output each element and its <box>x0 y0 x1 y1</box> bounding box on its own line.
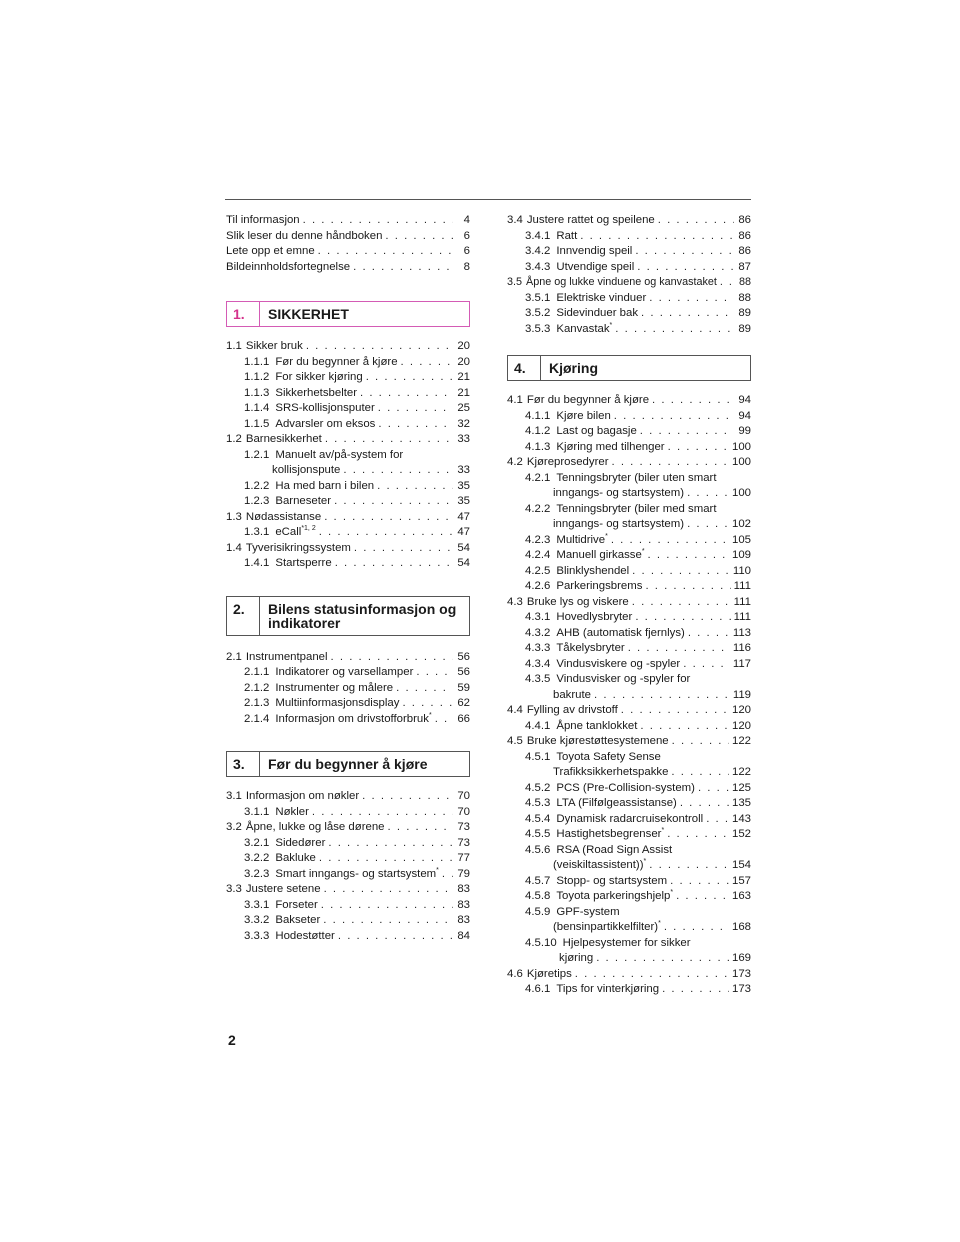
toc-entry[interactable]: 1.3 Nødassistanse . . . 47 <box>226 510 470 526</box>
toc-entry[interactable]: 4.3.2 AHB (automatisk fjernlys) . . . 113 <box>507 626 751 642</box>
toc-entry[interactable]: 4.3.3 Tåkelysbryter . . . 116 <box>507 641 751 657</box>
chapter-heading-3[interactable] <box>226 751 470 777</box>
toc-entry[interactable]: bakrute . . . 119 <box>507 688 751 704</box>
toc-entry[interactable]: 1.2 Barnesikkerhet . . . 33 <box>226 432 470 448</box>
toc-entry[interactable]: 3.1 Informasjon om nøkler . . . 70 <box>226 789 470 805</box>
toc-entry[interactable]: 1.2.3 Barneseter . . . 35 <box>226 494 470 510</box>
toc-entry[interactable]: 4.4 Fylling av drivstoff . . . 120 <box>507 703 751 719</box>
chapter-number: 2. <box>227 597 260 635</box>
toc-right-column <box>507 213 751 998</box>
toc-entry[interactable]: Bildeinnholdsfortegnelse . . . 8 <box>226 260 470 276</box>
toc-entry-line[interactable]: 4.5.6 RSA (Road Sign Assist <box>525 843 673 856</box>
toc-entry[interactable]: 4.5 Bruke kjørestøttesystemene . . . 122 <box>507 734 751 750</box>
toc-entry[interactable]: 3.2.2 Bakluke . . . 77 <box>226 851 470 867</box>
toc-entry[interactable]: 1.1 Sikker bruk . . . 20 <box>226 339 470 355</box>
toc-entry[interactable]: 3.5.3 Kanvastak* . . . 89 <box>507 322 751 338</box>
toc-entry[interactable]: 3.4.1 Ratt . . . 86 <box>507 229 751 245</box>
toc-entry[interactable]: 4.5.2 PCS (Pre-Collision-system) . . . 125 <box>507 781 751 797</box>
chapter-heading-2[interactable] <box>226 596 470 636</box>
toc-entry[interactable]: 2.1 Instrumentpanel . . . 56 <box>226 650 470 666</box>
toc-entry[interactable]: 4.3 Bruke lys og viskere . . . 111 <box>507 595 751 611</box>
toc-entry[interactable]: 4.5.7 Stopp- og startsystem . . . 157 <box>507 874 751 890</box>
chapter-title: Bilens statusinformasjon og indikatorer <box>268 600 457 631</box>
toc-entry[interactable]: 3.5 Åpne og lukke vinduene og kanvastaket . . . 88 <box>507 275 751 291</box>
toc-entry[interactable]: (veiskiltassistent))* . . . 154 <box>507 858 751 874</box>
toc-entry[interactable]: 4.1.3 Kjøring med tilhenger . . . 100 <box>507 440 751 456</box>
toc-entry[interactable]: 3.5.1 Elektriske vinduer . . . 88 <box>507 291 751 307</box>
toc-entry[interactable]: 2.1.4 Informasjon om drivstofforbruk* . . . 66 <box>226 712 470 728</box>
chapter-title: SIKKERHET <box>268 306 349 322</box>
toc-entry[interactable]: kollisjonspute . . . 33 <box>226 463 470 479</box>
toc-entry[interactable]: 1.1.4 SRS-kollisjonsputer . . . 25 <box>226 401 470 417</box>
chapter-number: 3. <box>227 752 260 776</box>
top-rule <box>225 199 751 200</box>
toc-entry[interactable]: Slik leser du denne håndboken . . . 6 <box>226 229 470 245</box>
toc-entry[interactable]: 3.5.2 Sidevinduer bak . . . 89 <box>507 306 751 322</box>
toc-entry[interactable]: 4.5.3 LTA (Filfølgeassistanse) . . . 135 <box>507 796 751 812</box>
toc-entry[interactable]: 4.3.4 Vindusviskere og -spyler . . . 117 <box>507 657 751 673</box>
toc-entry[interactable]: 1.4.1 Startsperre . . . 54 <box>226 556 470 572</box>
toc-entry[interactable]: 4.3.1 Hovedlysbryter . . . 111 <box>507 610 751 626</box>
toc-entry[interactable]: inngangs- og startsystem) . . . 100 <box>507 486 751 502</box>
toc-entry[interactable]: 3.3.2 Bakseter . . . 83 <box>226 913 470 929</box>
toc-entry[interactable]: 4.1.1 Kjøre bilen . . . 94 <box>507 409 751 425</box>
toc-entry[interactable]: 3.4.2 Innvendig speil . . . 86 <box>507 244 751 260</box>
toc-entry-line[interactable]: 4.2.2 Tenningsbryter (biler med smart <box>525 502 717 515</box>
chapter-number: 4. <box>508 356 541 380</box>
toc-entry[interactable]: kjøring . . . 169 <box>507 951 751 967</box>
toc-entry[interactable]: Trafikksikkerhetspakke . . . 122 <box>507 765 751 781</box>
toc-entry[interactable]: 4.5.8 Toyota parkeringshjelp* . . . 163 <box>507 889 751 905</box>
page-number: 2 <box>228 1032 236 1048</box>
toc-entry-line[interactable]: 4.5.1 Toyota Safety Sense <box>525 750 661 763</box>
toc-entry[interactable]: 3.3.1 Forseter . . . 83 <box>226 898 470 914</box>
toc-entry[interactable]: 2.1.1 Indikatorer og varsellamper . . . 56 <box>226 665 470 681</box>
toc-entry[interactable]: 4.2.6 Parkeringsbrems . . . 111 <box>507 579 751 595</box>
toc-entry[interactable]: 3.4 Justere rattet og speilene . . . 86 <box>507 213 751 229</box>
toc-entry[interactable]: 4.5.5 Hastighetsbegrenser* . . . 152 <box>507 827 751 843</box>
toc-entry[interactable]: 4.2 Kjøreprosedyrer . . . 100 <box>507 455 751 471</box>
toc-entry[interactable]: 2.1.3 Multiinformasjonsdisplay . . . 62 <box>226 696 470 712</box>
toc-entry[interactable]: 3.3 Justere setene . . . 83 <box>226 882 470 898</box>
toc-entry[interactable]: 4.1.2 Last og bagasje . . . 99 <box>507 424 751 440</box>
toc-entry[interactable]: 3.3.3 Hodestøtter . . . 84 <box>226 929 470 945</box>
toc-entry[interactable]: 3.2.1 Sidedører . . . 73 <box>226 836 470 852</box>
chapter-title: Kjøring <box>549 360 598 376</box>
toc-entry[interactable]: 1.3.1 eCall$^{*1, 2}$ . . . 47 <box>226 525 470 541</box>
toc-entry[interactable]: 1.1.3 Sikkerhetsbelter . . . 21 <box>226 386 470 402</box>
toc-entry[interactable]: 3.2.3 Smart inngangs- og startsystem* . . . 79 <box>226 867 470 883</box>
toc-entry[interactable]: 1.1.5 Advarsler om eksos . . . 32 <box>226 417 470 433</box>
toc-entry-line[interactable]: 4.5.10 Hjelpesystemer for sikker <box>525 936 691 949</box>
toc-entry[interactable]: 1.1.2 For sikker kjøring . . . 21 <box>226 370 470 386</box>
toc-entry[interactable]: 4.6 Kjøretips . . . 173 <box>507 967 751 983</box>
chapter-heading-1[interactable] <box>226 301 470 327</box>
toc-entry[interactable]: inngangs- og startsystem) . . . 102 <box>507 517 751 533</box>
toc-entry[interactable]: Lete opp et emne . . . 6 <box>226 244 470 260</box>
chapter-heading-4[interactable] <box>507 355 751 381</box>
toc-left-column <box>226 213 470 944</box>
toc-entry[interactable]: 3.4.3 Utvendige speil . . . 87 <box>507 260 751 276</box>
toc-entry-line[interactable]: 1.2.1 Manuelt av/på-system for <box>244 448 404 461</box>
toc-entry[interactable]: 4.5.4 Dynamisk radarcruisekontroll . . . 143 <box>507 812 751 828</box>
toc-entry[interactable]: 4.2.4 Manuell girkasse* . . . 109 <box>507 548 751 564</box>
toc-entry-line[interactable]: 4.3.5 Vindusvisker og -spyler for <box>525 673 691 685</box>
toc-entry[interactable]: (bensinpartikkelfilter)* . . . 168 <box>507 920 751 936</box>
toc-entry-line[interactable]: 4.2.1 Tenningsbryter (biler uten smart <box>525 471 717 484</box>
toc-entry[interactable]: 2.1.2 Instrumenter og målere . . . 59 <box>226 681 470 697</box>
toc-entry-line[interactable]: 4.5.9 GPF-system <box>525 905 620 918</box>
toc-entry[interactable]: Til informasjon . . . 4 <box>226 213 470 229</box>
chapter-title: Før du begynner å kjøre <box>268 756 428 772</box>
chapter-number: 1. <box>227 302 260 326</box>
toc-entry[interactable]: 1.1.1 Før du begynner å kjøre . . . 20 <box>226 355 470 371</box>
toc-entry[interactable]: 4.2.5 Blinklyshendel . . . 110 <box>507 564 751 580</box>
toc-entry[interactable]: 1.4 Tyverisikringssystem . . . 54 <box>226 541 470 557</box>
toc-entry[interactable]: 4.1 Før du begynner å kjøre . . . 94 <box>507 393 751 409</box>
toc-entry[interactable]: 3.1.1 Nøkler . . . 70 <box>226 805 470 821</box>
toc-entry[interactable]: 4.2.3 Multidrive* . . . 105 <box>507 533 751 549</box>
toc-entry[interactable]: 3.2 Åpne, lukke og låse dørene . . . 73 <box>226 820 470 836</box>
toc-entry[interactable]: 1.2.2 Ha med barn i bilen . . . 35 <box>226 479 470 495</box>
toc-entry[interactable]: 4.4.1 Åpne tanklokket . . . 120 <box>507 719 751 735</box>
toc-entry[interactable]: 4.6.1 Tips for vinterkjøring . . . 173 <box>507 982 751 998</box>
